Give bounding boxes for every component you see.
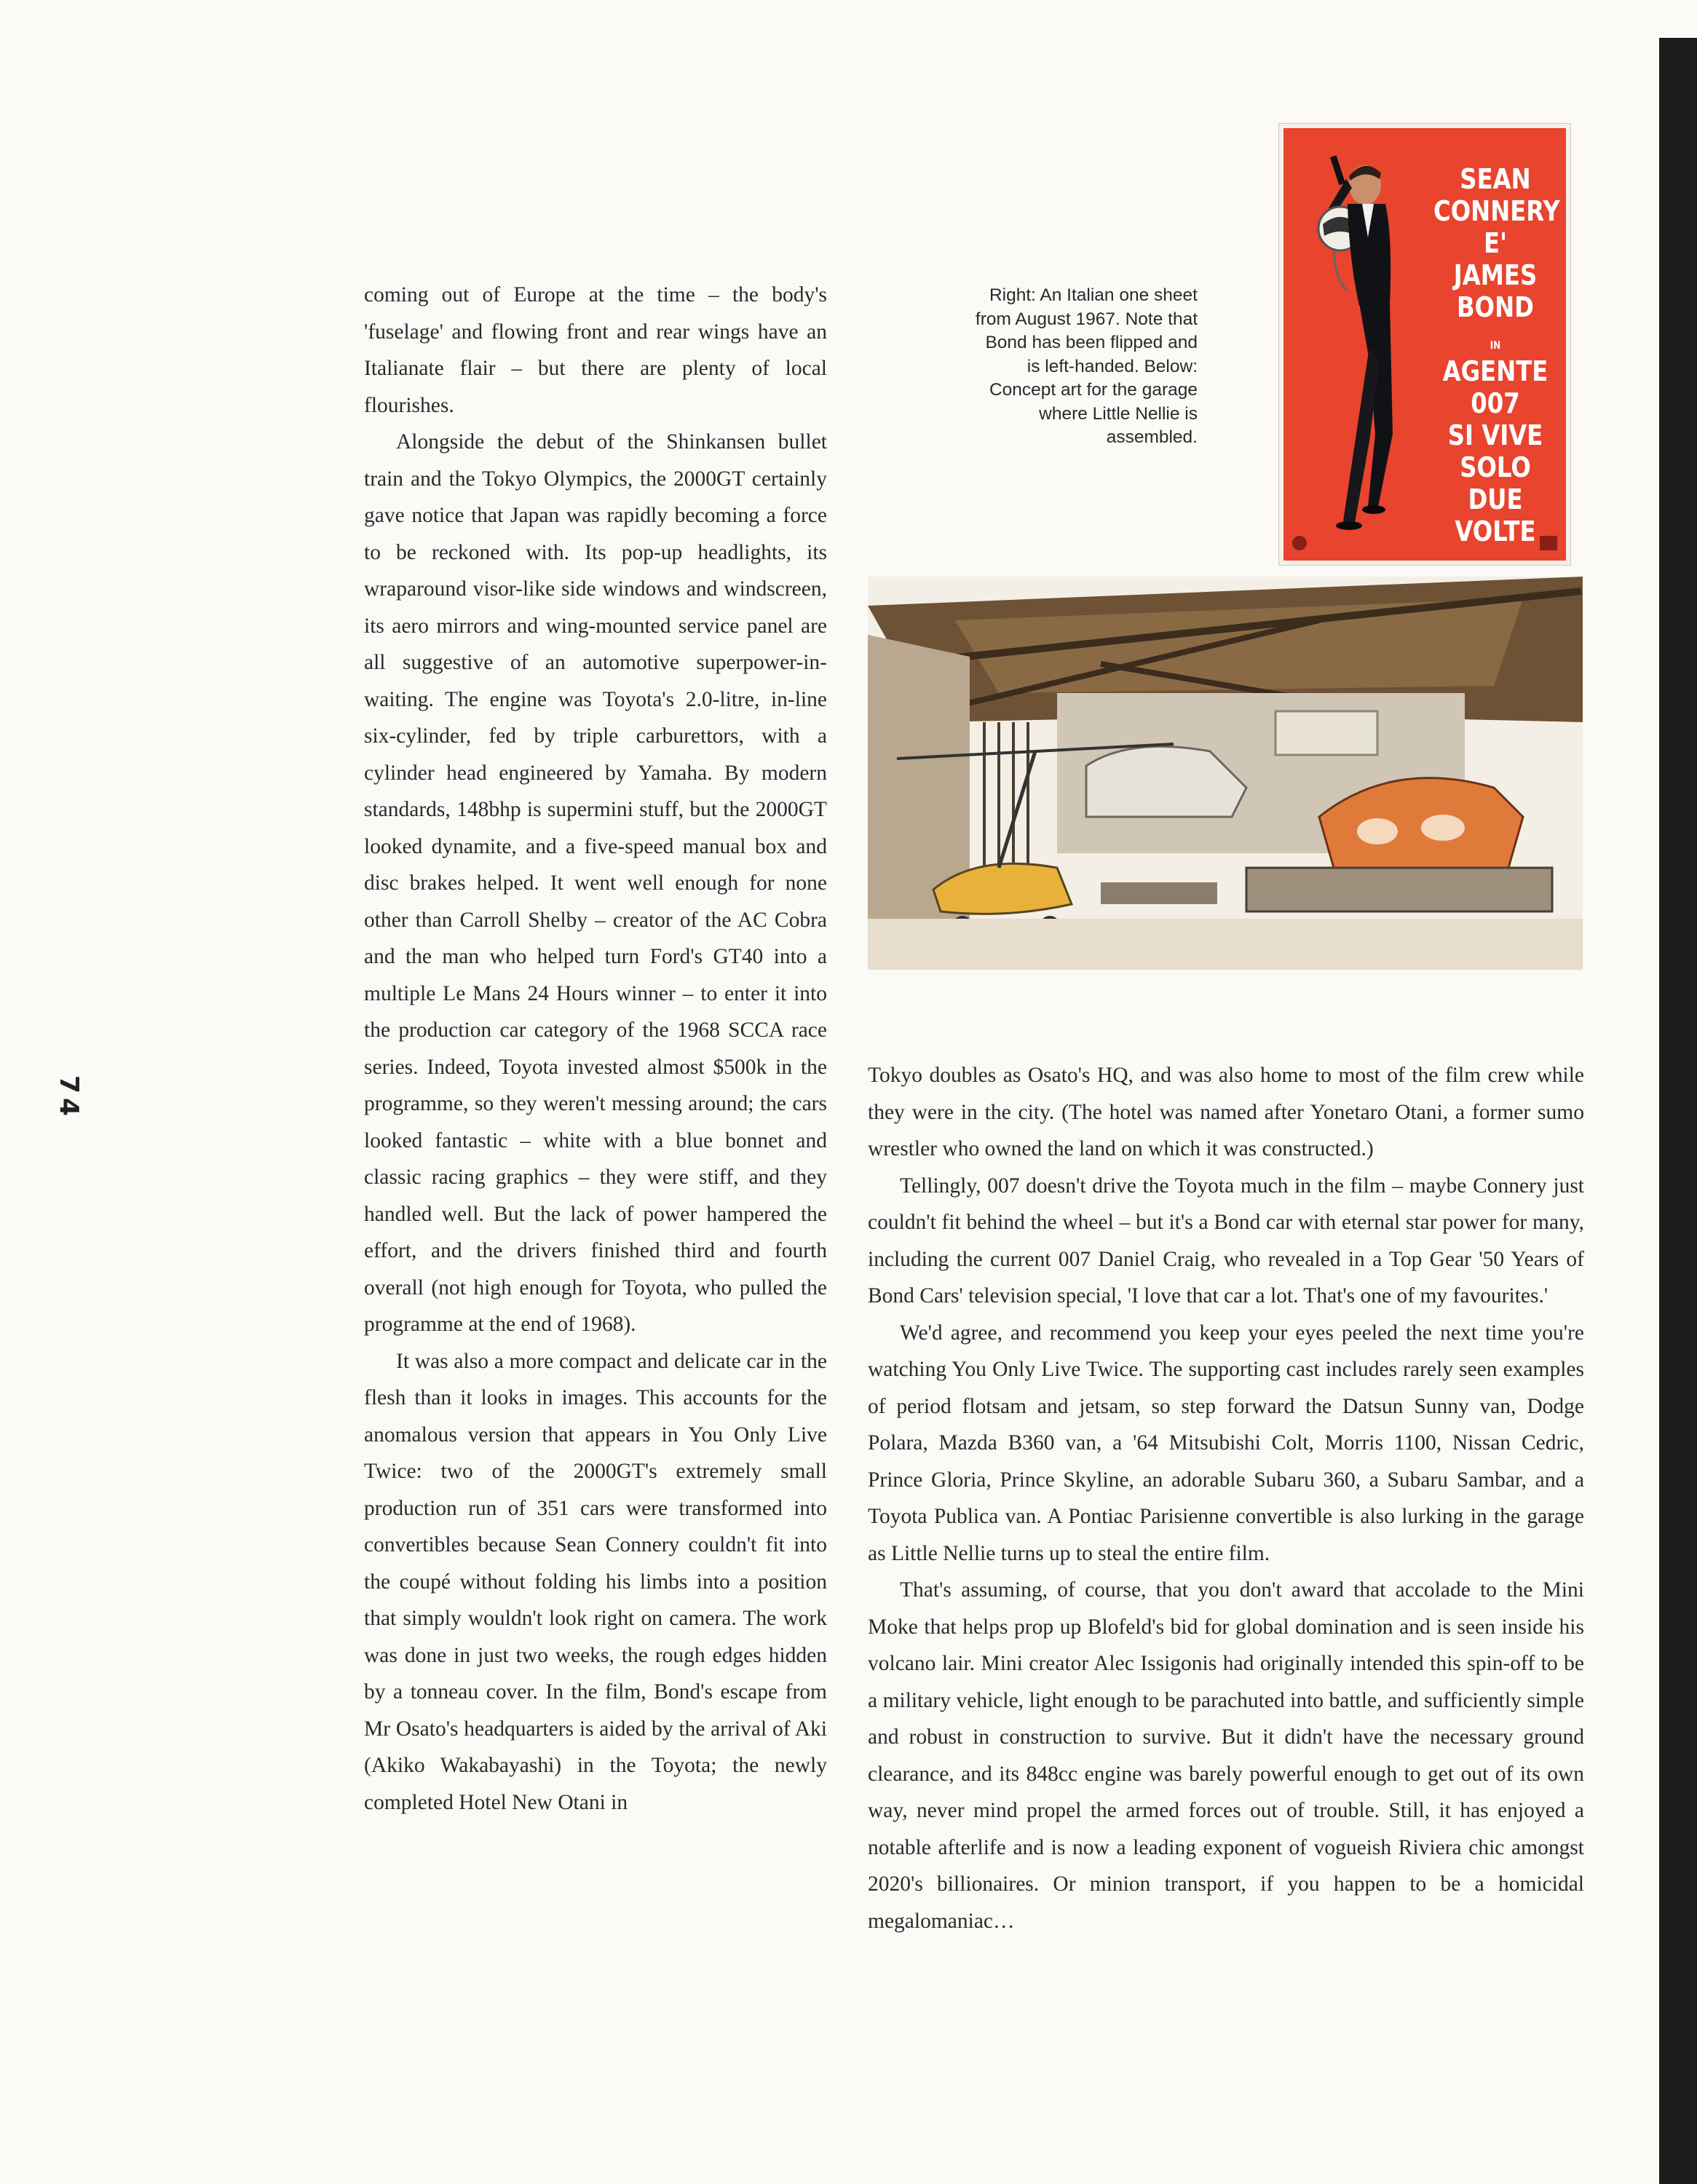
poster-small-word: IN	[1490, 340, 1501, 352]
poster-line: CONNERY	[1433, 195, 1560, 227]
page-edge-bar	[1659, 38, 1697, 2184]
paragraph: It was also a more compact and delicate car in the flesh than it looks in images. This accounts for the anomalous version that appears in You Only Live Twice: two of the 2000GT's extremely small production run of 351 cars were transformed into convertibles because Sean Connery couldn't fit into the coupé without folding his limbs into a position that simply wouldn't look right on camera. The work was done in just two weeks, the rough edges hidden by a tonneau cover. In the film, Bond's escape from Mr Osato's headquarters is aided by the arrival of Aki (Akiko Wakabayashi) in the Toyota; the newly completed Hotel New Otani in	[364, 1349, 827, 1814]
poster-line: SOLO	[1460, 451, 1531, 483]
poster-line: 007	[1471, 387, 1520, 419]
article-column-left	[364, 277, 827, 1821]
garage-sketch-illustration	[868, 577, 1583, 970]
paragraph: That's assuming, of course, that you don't award that accolade to the Mini Moke that helps prop up Blofeld's bid for global domination and is seen inside his volcano lair. Mini creator Alec Issigonis had originally intended this spin-off to be a military vehicle, light enough to be parachuted into battle, and sufficiently simple and robust in construction to survive. But it didn't have the necessary ground clearance, and its 848cc engine was barely powerful enough to get out of its own way, never mind propel the armed forces out of trouble. Still, it has enjoyed a notable afterlife and is now a leading exponent of vogueish Riviera chic amongst 2020's billionaires. Or minion transport, if you happen to be a homicidal megalomaniac…	[868, 1578, 1584, 1933]
poster-line: E'	[1484, 227, 1507, 259]
paragraph: We'd agree, and recommend you keep your eyes peeled the next time you're watching You Only Live Twice. The supporting cast includes rarely seen examples of period flotsam and jetsam, so step forward the Datsun Sunny van, Dodge Polara, Mazda B360 van, a '64 Mitsubishi Colt, Morris 1100, Nissan Cedric, Prince Gloria, Prince Skyline, an adorable Subaru 360, a Subaru Sambar, and a Toyota Publica van. A Pontiac Parisienne convertible is also lurking in the garage as Little Nellie turns up to steal the entire film.	[868, 1321, 1584, 1565]
poster-line: JAMES	[1453, 259, 1538, 291]
paragraph: Tellingly, 007 doesn't drive the Toyota much in the film – maybe Connery just couldn't fit behind the wheel – but it's a Bond car with eternal star power for many, including the current 007 Daniel Craig, who revealed in a Top Gear '50 Years of Bond Cars' television special, 'I love that car a lot. That's one of my favourites.'	[868, 1174, 1584, 1307]
poster-line: AGENTE	[1442, 355, 1548, 387]
poster-line: SEAN	[1460, 163, 1531, 195]
poster-line: DUE VOLTE	[1455, 483, 1536, 547]
poster-title-text	[1433, 163, 1560, 547]
paragraph: coming out of Europe at the time – the body's 'fuselage' and flowing front and rear wings have an Italianate flair – but there are plenty of local flourishes.	[364, 283, 827, 417]
paragraph: Tokyo doubles as Osato's HQ, and was also home to most of the film crew while they were in the city. (The hotel was named after Yonetaro Otani, a former sumo wrestler who owned the land on which it was constructed.)	[868, 1064, 1584, 1160]
paragraph: Alongside the debut of the Shinkansen bullet train and the Tokyo Olympics, the 2000GT certainly gave notice that Japan was rapidly becoming a force to be reckoned with. Its pop-up headlights, its wraparound visor-like side windows and windscreen, its aero mirrors and wing-mounted service panel are all suggestive of an automotive superpower-in-waiting. The engine was Toyota's 2.0-litre, in-line six-cylinder, fed by triple carburettors, with a cylinder head engineered by Yamaha. By modern standards, 148bhp is supermini stuff, but the 2000GT looked dynamite, and a five-speed manual box and disc brakes helped. It went well enough for none other than Carroll Shelby – creator of the AC Cobra and the man who helped turn Ford's GT40 into a multiple Le Mans 24 Hours winner – to enter it into the production car category of the 1968 SCCA race series. Indeed, Toyota invested almost $500k in the programme, so they weren't messing around; the cars looked fantastic – white with a blue bonnet and classic racing graphics – they were stiff, and they handled well. But the lack of power hampered the effort, and the drivers finished third and fourth overall (not high enough for Toyota, who pulled the programme at the end of 1968).	[364, 430, 827, 1336]
page-number: 74	[54, 1075, 84, 1121]
garage-concept-art	[868, 577, 1583, 970]
image-caption: Right: An Italian one sheet from August 1967. Note that Bond has been flipped and is left-handed. Below: Concept art for the garage where Little Nellie is assembled.	[975, 285, 1198, 447]
article-column-right	[868, 1057, 1584, 1939]
poster-line: SI VIVE	[1447, 419, 1543, 451]
movie-poster-image	[1283, 128, 1566, 561]
poster-line: BOND	[1457, 291, 1534, 323]
